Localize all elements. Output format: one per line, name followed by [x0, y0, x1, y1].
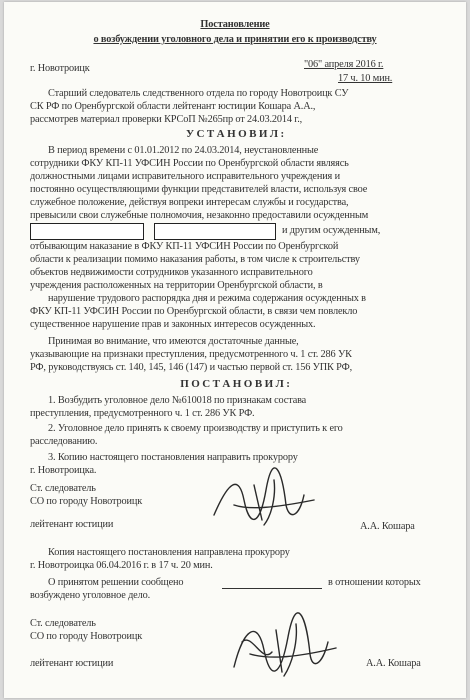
established-line: учреждения расположенных на территории Оренбургской области, в	[30, 280, 323, 291]
considering-line: Принимая во внимание, что имеются достаточные данные,	[48, 336, 299, 347]
established-line: В период времени с 01.01.2012 по 24.03.2014, неустановленные	[48, 145, 319, 156]
resolved-line: 2. Уголовное дело принять к своему производству и приступить к его	[48, 423, 343, 434]
signer-name: А.А. Кошара	[360, 521, 415, 532]
notify-line: возбуждено уголовное дело.	[30, 590, 150, 601]
resolved-line: расследованию.	[30, 436, 98, 447]
signer-rank: лейтенант юстиции	[30, 658, 114, 669]
document-date: "06" апреля 2016 г.	[304, 59, 384, 70]
copy-line: г. Новотроицка 06.04.2016 г. в 17 ч. 20 мин.	[30, 560, 213, 571]
established-heading: У С Т А Н О В И Л :	[185, 128, 285, 140]
intro-line: СК РФ по Оренбургской области лейтенант юстиции Кошара А.А.,	[30, 101, 316, 112]
resolved-line: г. Новотроицка.	[30, 465, 97, 476]
resolved-line: 1. Возбудить уголовное дело №610018 по признакам состава	[48, 395, 307, 406]
established-line: нарушение трудового распорядка дня и режима содержания осужденных в	[48, 293, 366, 304]
document-time: 17 ч. 10 мин.	[338, 73, 393, 84]
document-subtitle: о возбуждении уголовного дела и принятии его к производству	[93, 34, 377, 45]
signer-title: Ст. следователь	[30, 618, 96, 629]
notify-line: О принятом решении сообщено	[48, 577, 184, 588]
established-line: существенное нарушение прав и законных интересов осужденных.	[30, 319, 316, 330]
established-line: сотрудники ФКУ КП-11 УФСИН России по Оренбургской области являясь	[30, 158, 349, 169]
established-line: объектов недвижимости сотрудников указанного исправительного	[30, 267, 313, 278]
established-line: превысили свои служебные полномочия, незаконно предоставили осужденным	[30, 210, 369, 221]
considering-line: РФ, руководствуясь ст. 140, 145, 146 (147) и частью первой ст. 156 УПК РФ,	[30, 362, 352, 373]
redacted-name-box	[154, 223, 276, 240]
document-page	[4, 2, 466, 698]
signer-name: А.А. Кошара	[366, 658, 421, 669]
resolved-line: преступления, предусмотренного ч. 1 ст. 286 УК РФ.	[30, 408, 255, 419]
established-line: должностными лицами исправительного исправительного учреждения и	[30, 171, 340, 182]
notify-line: в отношении которых	[328, 577, 421, 588]
signer-department: СО по городу Новотроицк	[30, 631, 143, 642]
signer-rank: лейтенант юстиции	[30, 519, 114, 530]
established-line: ФКУ КП-11 УФСИН России по Оренбургской области, в связи чем повлекло	[30, 306, 358, 317]
place-city: г. Новотроицк	[30, 63, 90, 74]
handwritten-signature	[204, 460, 324, 535]
signer-title: Ст. следователь	[30, 483, 96, 494]
handwritten-signature	[222, 602, 342, 687]
document-title: Постановление	[200, 19, 270, 30]
established-line: и другим осужденным,	[282, 225, 381, 236]
established-line: отбывающим наказание в ФКУ КП-11 УФСИН России по Оренбургской	[30, 241, 339, 252]
established-line: области к реализации помимо наказания работы, в том числе к строительству	[30, 254, 360, 265]
blank-fill-line	[222, 588, 322, 589]
established-line: служебное положение, действуя вопреки интересам службы и государства,	[30, 197, 349, 208]
copy-line: Копия настоящего постановления направлена прокурору	[48, 547, 290, 558]
redacted-name-box	[30, 223, 144, 240]
intro-line: рассмотрев материал проверки КРСоП №265пр от 24.03.2014 г.,	[30, 114, 303, 125]
resolved-line: 3. Копию настоящего постановления направить прокурору	[48, 452, 298, 463]
considering-line: указывающие на признаки преступления, предусмотренного ч. 1 ст. 286 УК	[30, 349, 352, 360]
signer-department: СО по городу Новотроицк	[30, 496, 143, 507]
intro-line: Старший следователь следственного отдела по городу Новотроицк СУ	[48, 88, 349, 99]
established-line: постоянно осуществляющими функции представителей власти, используя свое	[30, 184, 368, 195]
resolved-heading: П О С Т А Н О В И Л :	[180, 378, 290, 390]
